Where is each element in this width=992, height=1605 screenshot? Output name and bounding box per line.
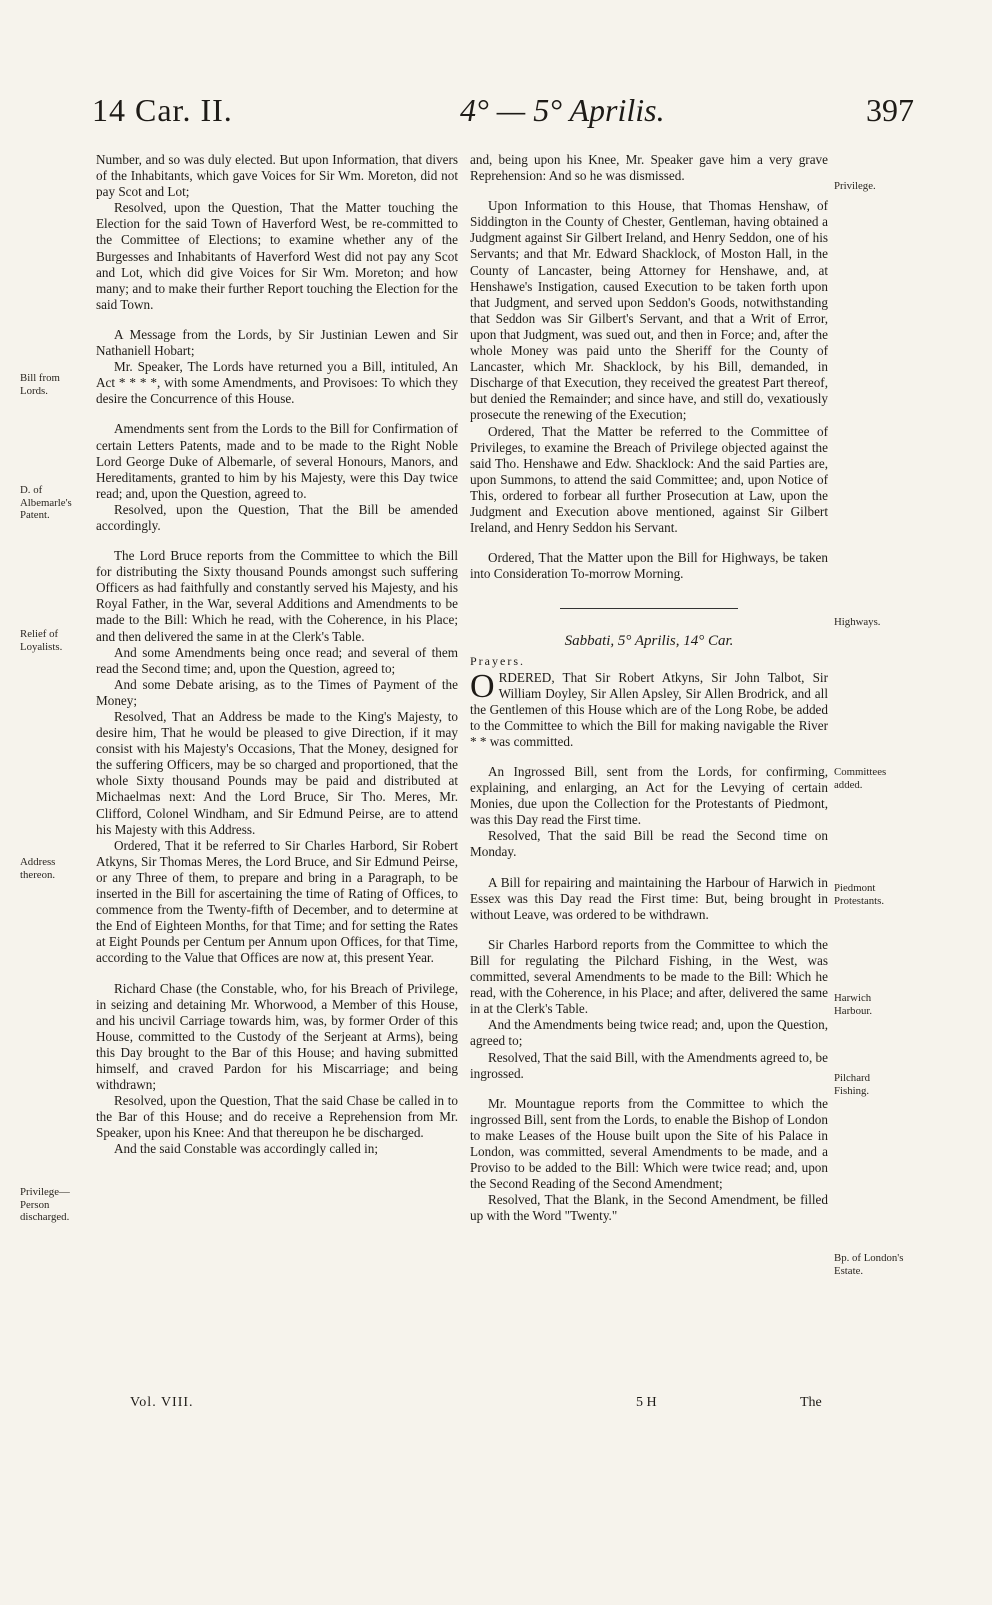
paragraph <box>470 667 828 750</box>
paragraph: Sir Charles Harbord reports from the Committee to which the Bill for regulating the Pilchard Fishing, in the West, was committed, several Amendments to be made to the Bill: Which he read, with the Coherence, in his Place; and after, delivered the same in at the Clerk's Table. <box>470 936 828 1017</box>
paragraph: Resolved, That the said Bill, with the Amendments agreed to, be ingrossed. <box>470 1049 829 1081</box>
volume-label: Vol. VIII. <box>130 1395 194 1410</box>
paragraph: Richard Chase (the Constable, who, for his Breach of Privilege, in seizing and detaining Mr. Whorwood, a Member of this House, and his uncivil Carriage towards him, was, by former Order of this House, committed to the Custody of the Serjeant at Arms), being this Day brought to the Bar of this House; and having submitted himself, and craved Pardon for his Miscarriage; and being withdrawn; <box>96 980 458 1093</box>
page-header <box>0 88 992 148</box>
paragraph: Ordered, That it be referred to Sir Charles Harbord, Sir Robert Atkyns, Sir Thomas Meres, the Lord Bruce, and Sir Edmund Peirse, or any Three of them, to prepare and bring in a Paragraph, to be inserted in the Bill for ascertaining the time of Rating of Offices, to commence from the Twenty-fifth of December, and to determine at the End of Eighteen Months, for that Time; and for setting the Rates at Eight Pounds per Centum per Annum upon Offices, for that Time, according to the Value that Offices are now at, this present Year. <box>96 837 458 966</box>
margin-note-privilege-person-discharged: Privilege— Person discharged. <box>20 1186 70 1223</box>
margin-note-relief-of-loyalists: Relief of Loyalists. <box>20 628 63 653</box>
margin-note-address-thereon: Address thereon. <box>20 856 56 881</box>
paragraph: Amendments sent from the Lords to the Bill for Confirmation of certain Letters Patents, made and to be made to the Right Noble Lord George Duke of Albemarle, of several Honours, Manors, and Hereditaments, granted to him by his Majesty, were this Day twice read; and, upon the Question, agreed to. <box>96 421 458 501</box>
day-heading: Sabbati, 5° Aprilis, 14° Car. <box>564 633 734 650</box>
paragraph: Resolved, That the said Bill be read the Second time on Monday. <box>470 828 828 860</box>
paragraph: Resolved, upon the Question, That the Bill be amended accordingly. <box>96 501 458 533</box>
margin-note-harwich-harbour: Harwich Harbour. <box>834 992 873 1017</box>
paragraph: Number, and so was duly elected. But upon Information, that divers of the Inhabitants, which gave Voices for Sir Wm. Moreton, did not pay Scot and Lot; <box>96 152 458 200</box>
page-number: 397 <box>866 92 914 128</box>
paragraph: And some Debate arising, as to the Times of Payment of the Money; <box>96 676 458 708</box>
signature-mark: 5 H <box>636 1395 657 1410</box>
margin-note-highways: Highways. <box>834 616 881 628</box>
paragraph: A Message from the Lords, by Sir Justinian Lewen and Sir Nathaniell Hobart; <box>96 326 458 359</box>
margin-note-pilchard-fishing: Pilchard Fishing. <box>834 1072 870 1097</box>
margin-note-bishop-london-estate: Bp. of London's Estate. <box>834 1252 904 1277</box>
paragraph: and, being upon his Knee, Mr. Speaker gave him a very grave Reprehension: And so he was dismissed. <box>470 152 828 184</box>
margin-note-committees-added: Committees added. <box>834 766 887 791</box>
section-divider <box>560 608 738 609</box>
paragraph: Resolved, upon the Question, That the Matter touching the Election for the said Town of Haverford West, be re-committed to the Committee of Elections; to examine whether any of the Burgesses and Inhabitants of Haverford West did not pay any Scot and Lot, which did give Voices for Sir Wm. Moreton; and how many; and to make their further Report touching the Election for the said Town. <box>96 200 458 312</box>
drop-cap: O <box>470 667 495 705</box>
paragraph: Resolved, That the Blank, in the Second Amendment, be filled up with the Word "Twenty." <box>470 1192 828 1224</box>
paragraph: Ordered, That the Matter be referred to the Committee of Privileges, to examine the Breach of Privilege objected against the said Tho. Henshawe and Edw. Shacklock: And the said Parties are, upon Summons, to attend the said Committee; and, upon Notice of This, ordered to forbear all further Prosecution at Law, upon the Judgment and Execution above mentioned, against Sir Gilbert Ireland, and Henry Seddon his Servant. <box>470 423 828 536</box>
margin-note-bill-from-lords: Bill from Lords. <box>20 372 60 397</box>
paragraph: And some Amendments being once read; and several of them read the Second time; and, upon the Question, agreed to; <box>96 644 458 676</box>
paragraph: The Lord Bruce reports from the Committee to which the Bill for distributing the Sixty thousand Pounds amongst such suffering Officers as had faithfully and constantly served his Majesty, and his Royal Father, in the War, several Additions and Amendments to be made to the Bill: Which he read, with the Coherence, in his Place; and then delivered the same in at the Clerk's Table. <box>96 548 458 644</box>
paragraph: Upon Information to this House, that Thomas Henshaw, of Siddington in the County of Chester, Gentleman, having obtained a Judgment against Sir Gilbert Ireland, and Henry Seddon, one of his Servants; and that Mr. Edward Shacklock, of Moston Hall, in the County of Lancaster, being Attorney for Henshawe, and, at Henshawe's Instigation, caused Execution to be taken forth upon that Judgment, and served upon Seddon's Goods, notwithstanding that Seddon was Sir Gilbert's Servant, and that a Writ of Error, upon that Judgment, was sued out, and then in Force; and, after the whole Money was paid unto the Sheriff for the County of Lancaster, which Mr. Shacklock, by his Bill, demanded, in Discharge of that Execution, they received the greatest Part thereof, but denied the Remainder; and since have, and still do, vexatiously prosecute the renewing of the Execution; <box>470 198 828 423</box>
margin-note-privilege: Privilege. <box>834 180 876 192</box>
paragraph: Mr. Speaker, The Lords have returned you a Bill, intituled, An Act * * * *, with some Amendments, and Provisoes: To which they desire the Concurrence of this House. <box>96 359 458 407</box>
paragraph: Ordered, That the Matter upon the Bill for Highways, be taken into Consideration To-morrow Morning. <box>470 550 828 582</box>
running-head-dates: 4° — 5° Aprilis. <box>460 92 665 128</box>
prayers-label: Prayers. <box>470 654 525 669</box>
left-column <box>96 152 458 1158</box>
margin-note-albemarle-patent: D. of Albemarle's Patent. <box>20 484 72 521</box>
paragraph: And the said Constable was accordingly called in; <box>114 1141 379 1157</box>
paragraph: And the Amendments being twice read; and, upon the Question, agreed to; <box>470 1017 828 1049</box>
paragraph: A Bill for repairing and maintaining the Harbour of Harwich in Essex was this Day read the First time: But, being brought in without Leave, was ordered to be withdrawn. <box>470 874 828 922</box>
paragraph: An Ingrossed Bill, sent from the Lords, for confirming, explaining, and enlarging, an Act for the Levying of certain Monies, due upon the Collection for the Protestants of Piedmont, was this Day read the First time. <box>470 764 828 828</box>
catchword: The <box>800 1395 822 1410</box>
margin-note-piedmont-protestants: Piedmont Protestants. <box>834 882 885 907</box>
running-head-regnal-year: 14 Car. II. <box>92 92 233 128</box>
right-column <box>470 152 828 1224</box>
paragraph-body: RDERED, That Sir Robert Atkyns, Sir John Talbot, Sir William Doyley, Sir Allen Apsley, Sir Allen Brodrick, and all the Gentlemen of this House which are of the Long Robe, be added to the Committee to which the Bill for making navigable the River * * was committed. <box>470 669 828 749</box>
paragraph: Resolved, upon the Question, That the said Chase be called in to the Bar of this House; and do receive a Reprehension from Mr. Speaker, upon his Knee: And that thereupon he be discharged. <box>96 1093 458 1141</box>
paragraph: Resolved, That an Address be made to the King's Majesty, to desire him, That he would be pleased to give Direction, if it may consist with his Majesty's Occasions, That the Money, designed for the suffering Officers, may be so charged and proportioned, that the whole Sixty thousand Pounds may be paid and distributed at Michaelmas next: And the Lord Bruce, Sir Tho. Meres, Mr. Clifford, Colonel Windham, and Sir Edmund Peirse, are to attend his Majesty with this Address. <box>96 709 458 837</box>
paragraph: Mr. Mountague reports from the Committee to which the ingrossed Bill, sent from the Lords, to enable the Bishop of London to make Leases of the House built upon the Site of his Palace in London, was committed, several Amendments to be made, and a Proviso to be added to the Bill: Which were twice read; and, upon the Second Reading of the Second Amendment; <box>470 1095 828 1192</box>
